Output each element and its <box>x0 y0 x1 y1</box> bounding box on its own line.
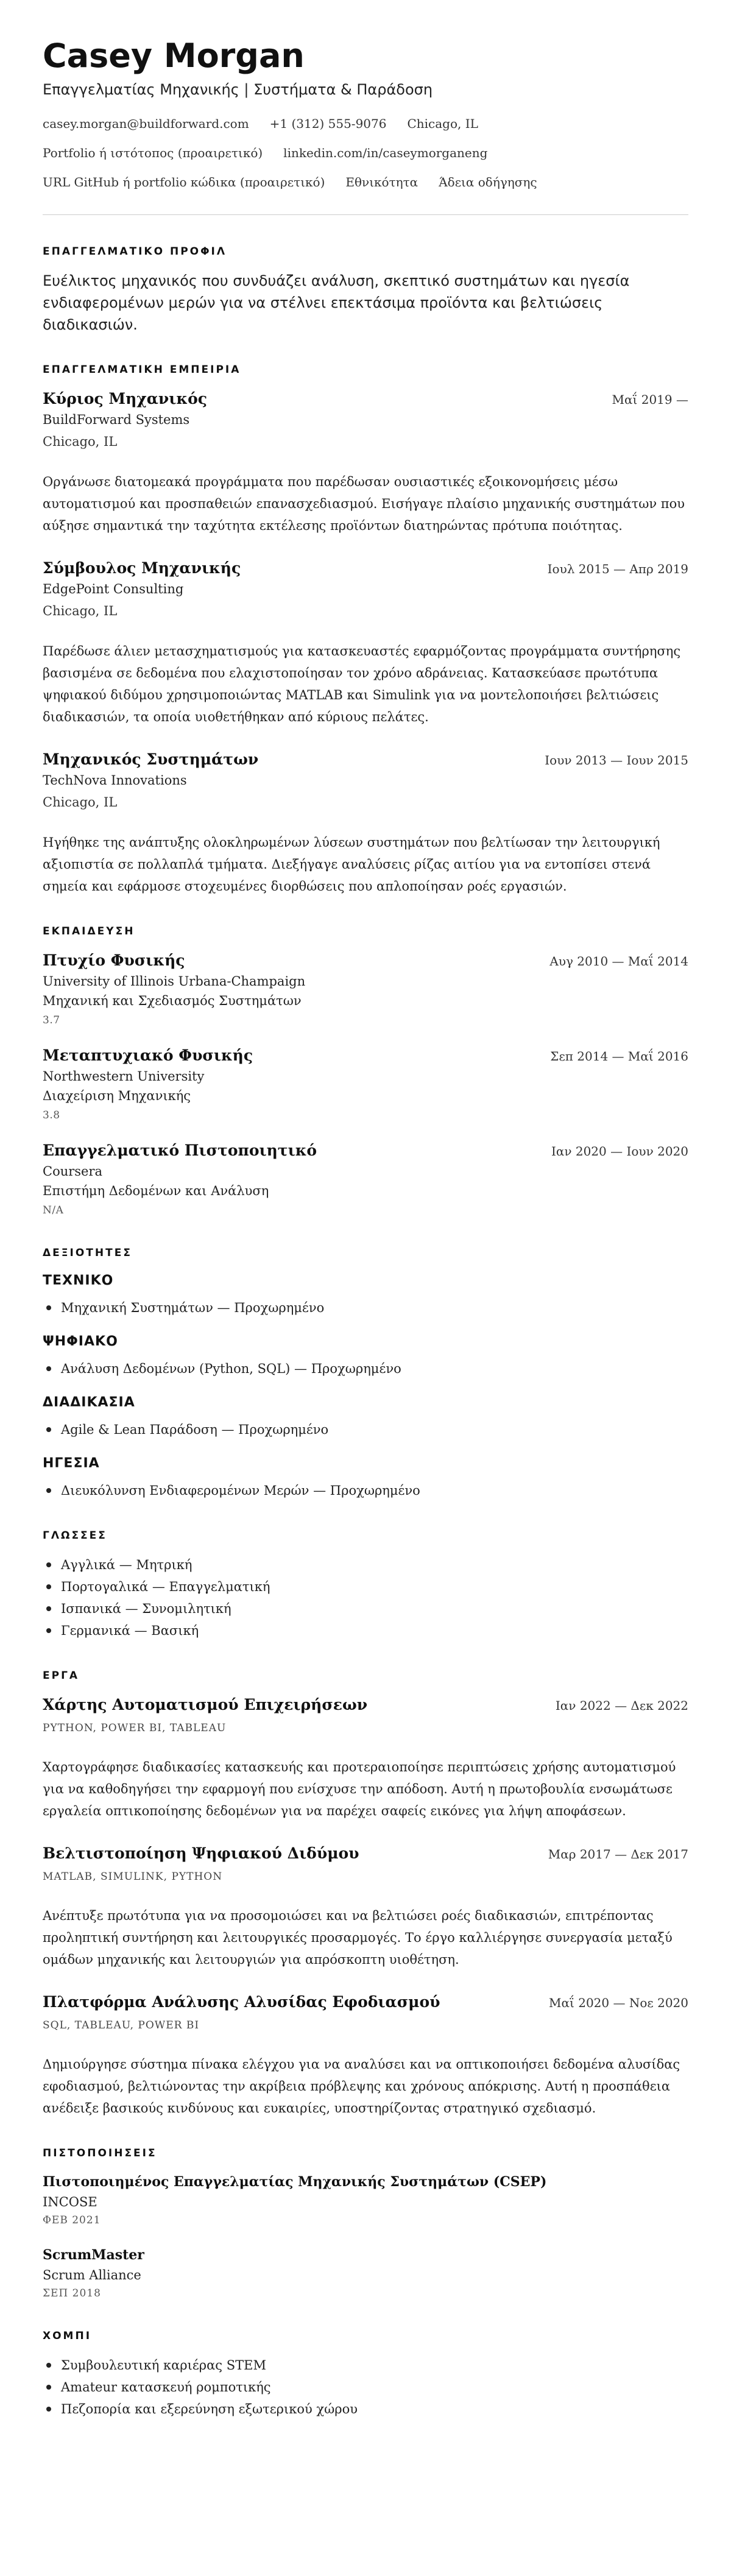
project-dates: Μαΐ 2020 — Νοε 2020 <box>549 1996 688 2010</box>
project-dates: Ιαν 2022 — Δεκ 2022 <box>555 1698 688 1713</box>
job-company: TechNova Innovations <box>43 773 187 788</box>
projects-title: ΕΡΓΑ <box>43 1670 80 1682</box>
certification-date: ΦΕΒ 2021 <box>43 2214 101 2226</box>
hobby-item: Συμβουλευτική καριέρας STEM <box>43 2354 688 2376</box>
job-description: Οργάνωσε διατομεακά προγράμματα που παρέδωσαν ουσιαστικές εξοικονομήσεις μέσω αυτοματισμού και προσπαθειών επανασχεδιασμού. Εισήγαγε πλαίσιο μηχανικής συστημάτων που αύξησε σημαντικά την ταχύτητα εκτέλεσης προϊόντων διατηρώντας πρότυπα ποιότητας. <box>43 475 685 533</box>
project-tags: MATLAB, SIMULINK, PYTHON <box>43 1871 223 1883</box>
education-section <box>43 924 688 1219</box>
degree-dates: Σεπ 2014 — Μαΐ 2016 <box>550 1049 688 1064</box>
project-description: Δημιούργησε σύστημα πίνακα ελέγχου για να αναλύσει και να οπτικοποιήσει δεδομένα αλυσίδας εφοδιασμού, βελτιώνοντας την ακρίβεια πρόβλεψης και χρόνους απόκρισης. Αυτή η προσπάθεια ανέδειξε βασικούς κινδύνους και ευκαιρίες, υποστηρίζοντας στρατηγικό σχεδιασμό. <box>43 2057 680 2115</box>
certification-issuer: INCOSE <box>43 2195 97 2209</box>
education-item <box>43 1140 688 1219</box>
job-dates: Μαΐ 2019 — <box>612 392 688 407</box>
project-name: Χάρτης Αυτοματισμού Επιχειρήσεων <box>43 1696 368 1713</box>
skill-item: Agile & Lean Παράδοση — Προχωρημένο <box>43 1419 688 1441</box>
contact-email[interactable]: casey.morgan@buildforward.com <box>43 116 249 131</box>
hobby-item: Amateur κατασκευή ρομποτικής <box>43 2376 688 2398</box>
contact-row-3 <box>43 173 688 191</box>
contact-location: Chicago, IL <box>407 116 478 131</box>
project-item <box>43 1694 688 1822</box>
profile-section <box>43 244 688 336</box>
profile-title: ΕΠΑΓΓΕΛΜΑΤΙΚΟ ΠΡΟΦΙΛ <box>43 245 227 258</box>
project-description: Ανέπτυξε πρωτότυπα για να προσομοιώσει και να βελτιώσει ροές διαδικασιών, επιτρέποντας προληπτική συντήρηση και λειτουργικές προσαρμογές. Το έργο καλλιέργησε συνεργασία μεταξύ ομάδων μηχανικής και λειτουργιών για απρόσκοπτη υιοθέτηση. <box>43 1908 673 1967</box>
certification-item <box>43 2172 688 2229</box>
language-item: Αγγλικά — Μητρική <box>43 1554 688 1576</box>
project-description: Χαρτογράφησε διαδικασίες κατασκευής και προτεραιοποίησε περιπτώσεις χρήσης αυτοματισμού για να καθοδηγήσει την εφαρμογή που ενίσχυσε την απόδοση. Αυτή η πρωτοβουλία ενσωμάτωσε εργαλεία οπτικοποίησης δεδομένων για να παρέχει σαφείς εικόνες για λήψη αποφάσεων. <box>43 1760 676 1818</box>
candidate-name: Casey Morgan <box>43 37 305 75</box>
school-name: University of Illinois Urbana-Champaign <box>43 974 306 989</box>
project-item <box>43 1843 688 1971</box>
certification-item <box>43 2245 688 2302</box>
contact-row-1 <box>43 115 688 133</box>
school-name: Coursera <box>43 1164 103 1179</box>
education-item <box>43 1045 688 1124</box>
certification-date: ΣΕΠ 2018 <box>43 2287 101 2299</box>
language-item: Ισπανικά — Συνομιλητική <box>43 1598 688 1620</box>
skill-list <box>43 1480 688 1501</box>
project-tags: PYTHON, POWER BI, TABLEAU <box>43 1722 227 1734</box>
hobby-item: Πεζοπορία και εξερεύνηση εξωτερικού χώρου <box>43 2398 688 2420</box>
hobbies-section <box>43 2329 688 2420</box>
hobbies-title: ΧΟΜΠΙ <box>43 2330 92 2342</box>
profile-text: Ευέλικτος μηχανικός που συνδυάζει ανάλυση, σκεπτικό συστημάτων και ηγεσία ενδιαφερομένων μερών για να στέλνει επεκτάσιμα προϊόντα και βελτιώσεις διαδικασιών. <box>43 272 630 333</box>
contact-github[interactable]: URL GitHub ή portfolio κώδικα (προαιρετικό) <box>43 175 325 189</box>
skill-category: ΤΕΧΝΙΚΟ <box>43 1273 114 1288</box>
contact-phone[interactable]: +1 (312) 555-9076 <box>269 116 387 131</box>
degree-title: Μεταπτυχιακό Φυσικής <box>43 1046 253 1064</box>
skill-item: Μηχανική Συστημάτων — Προχωρημένο <box>43 1297 688 1319</box>
skill-item: Ανάλυση Δεδομένων (Python, SQL) — Προχωρημένο <box>43 1358 688 1380</box>
certification-name: ScrumMaster <box>43 2247 144 2263</box>
languages-title: ΓΛΩΣΣΕΣ <box>43 1530 107 1542</box>
project-dates: Μαρ 2017 — Δεκ 2017 <box>548 1847 688 1861</box>
degree-title: Επαγγελματικό Πιστοποιητικό <box>43 1142 317 1159</box>
skill-category: ΨΗΦΙΑΚΟ <box>43 1334 118 1349</box>
experience-section <box>43 362 688 897</box>
degree-dates: Αυγ 2010 — Μαΐ 2014 <box>549 954 688 969</box>
certification-name: Πιστοποιημένος Επαγγελματίας Μηχανικής Συστημάτων (CSEP) <box>43 2174 547 2190</box>
degree-grade: 3.7 <box>43 1014 60 1026</box>
job-dates: Ιουλ 2015 — Απρ 2019 <box>547 562 688 576</box>
skill-category: ΔΙΑΔΙΚΑΣΙΑ <box>43 1395 135 1410</box>
education-title: ΕΚΠΑΙΔΕΥΣΗ <box>43 925 135 937</box>
job-company: BuildForward Systems <box>43 412 190 427</box>
degree-dates: Ιαν 2020 — Ιουν 2020 <box>551 1144 688 1159</box>
hobby-list <box>43 2354 688 2420</box>
contact-nationality: Εθνικότητα <box>345 175 418 189</box>
job-location: Chicago, IL <box>43 434 118 449</box>
degree-field: Διαχείριση Μηχανικής <box>43 1089 191 1103</box>
job-description: Ηγήθηκε της ανάπτυξης ολοκληρωμένων λύσεων συστημάτων που βελτίωσαν την λειτουργική αξιοπιστία σε πολλαπλά τμήματα. Διεξήγαγε αναλύσεις ρίζας αιτίου για να εντοπίσει στενά σημεία και εφάρμοσε στοχευμένες διορθώσεις που απλοποίησαν ροές εργασιών. <box>43 835 660 894</box>
candidate-headline: Επαγγελματίας Μηχανικής | Συστήματα & Παράδοση <box>43 81 433 98</box>
project-item <box>43 1991 688 2119</box>
resume-header <box>43 37 688 191</box>
experience-item <box>43 388 688 537</box>
contact-linkedin[interactable]: linkedin.com/in/caseymorganeng <box>283 146 488 160</box>
degree-grade: N/A <box>43 1204 64 1216</box>
certifications-section <box>43 2146 688 2302</box>
skills-section <box>43 1246 688 1501</box>
languages-section <box>43 1528 688 1642</box>
experience-item <box>43 749 688 897</box>
certifications-title: ΠΙΣΤΟΠΟΙΗΣΕΙΣ <box>43 2147 157 2159</box>
job-location: Chicago, IL <box>43 604 118 618</box>
job-dates: Ιουν 2013 — Ιουν 2015 <box>545 753 688 768</box>
project-tags: SQL, TABLEAU, POWER BI <box>43 2019 200 2031</box>
degree-field: Επιστήμη Δεδομένων και Ανάλυση <box>43 1184 269 1198</box>
project-name: Πλατφόρμα Ανάλυσης Αλυσίδας Εφοδιασμού <box>43 1993 440 2011</box>
skill-item: Διευκόλυνση Ενδιαφερομένων Μερών — Προχωρημένο <box>43 1480 688 1501</box>
skill-list <box>43 1297 688 1319</box>
language-list <box>43 1554 688 1642</box>
skills-title: ΔΕΞΙΟΤΗΤΕΣ <box>43 1247 132 1259</box>
degree-title: Πτυχίο Φυσικής <box>43 951 185 969</box>
job-company: EdgePoint Consulting <box>43 582 184 596</box>
experience-item <box>43 557 688 728</box>
job-location: Chicago, IL <box>43 795 118 810</box>
project-name: Βελτιστοποίηση Ψηφιακού Διδύμου <box>43 1844 359 1862</box>
language-item: Πορτογαλικά — Επαγγελματική <box>43 1576 688 1598</box>
contact-portfolio[interactable]: Portfolio ή ιστότοπος (προαιρετικό) <box>43 146 263 160</box>
projects-section <box>43 1668 688 2119</box>
job-title: Μηχανικός Συστημάτων <box>43 750 259 768</box>
contact-row-2 <box>43 144 688 162</box>
job-title: Σύμβουλος Μηχανικής <box>43 559 241 577</box>
skill-list <box>43 1419 688 1441</box>
job-description: Παρέδωσε άλιεν μετασχηματισμούς για κατασκευαστές εφαρμόζοντας προγράμματα συντήρησης βασισμένα σε δεδομένα που ελαχιστοποίησαν τον χρόνο αδράνειας. Κατασκεύασε πρωτότυπα ψηφιακού διδύμου χρησιμοποιώντας MATLAB και Simulink για να μοντελοποιήσει βελτιώσεις διαδικασιών, τα οποία υιοθετήθηκαν από κύριους πελάτες. <box>43 644 681 724</box>
school-name: Northwestern University <box>43 1069 205 1084</box>
job-title: Κύριος Μηχανικός <box>43 390 208 408</box>
contact-driving-license: Άδεια οδήγησης <box>439 175 537 189</box>
skill-list <box>43 1358 688 1380</box>
education-item <box>43 950 688 1029</box>
skill-category: ΗΓΕΣΙΑ <box>43 1456 100 1471</box>
degree-grade: 3.8 <box>43 1109 60 1121</box>
language-item: Γερμανικά — Βασική <box>43 1620 688 1642</box>
header-divider <box>43 214 688 215</box>
experience-title: ΕΠΑΓΓΕΛΜΑΤΙΚΗ ΕΜΠΕΙΡΙΑ <box>43 364 241 376</box>
degree-field: Μηχανική και Σχεδιασμός Συστημάτων <box>43 993 302 1008</box>
certification-issuer: Scrum Alliance <box>43 2268 141 2282</box>
